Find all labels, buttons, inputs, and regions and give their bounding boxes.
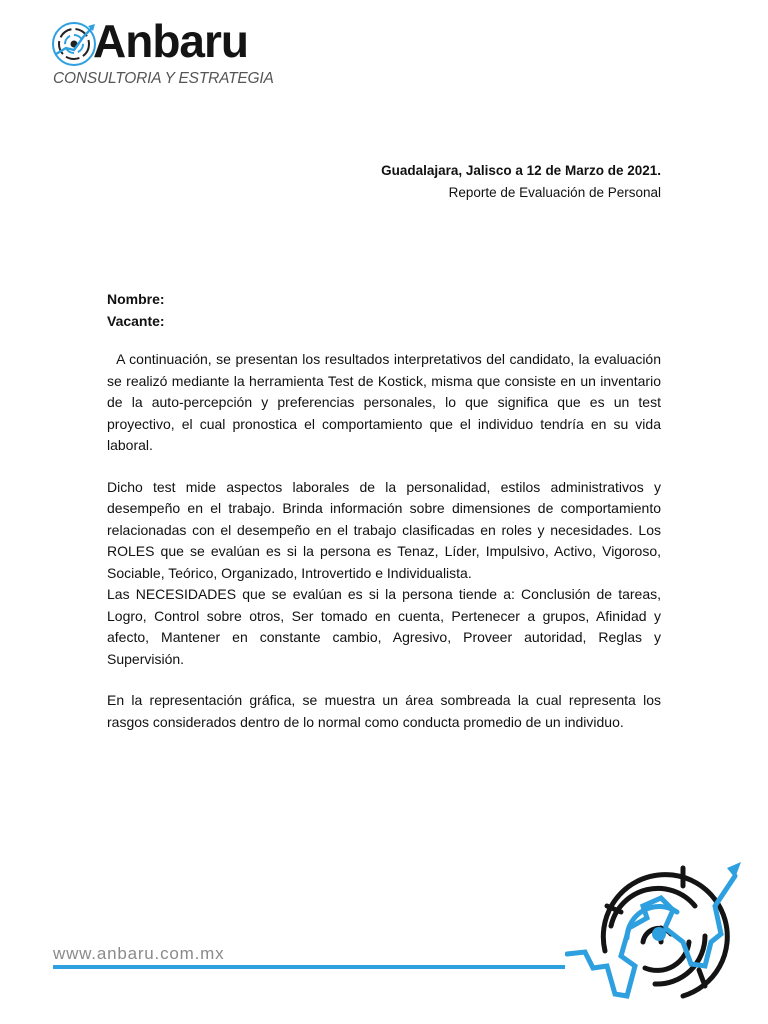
footer-url: www.anbaru.com.mx bbox=[53, 944, 225, 963]
brand-name: Anbaru bbox=[93, 15, 248, 67]
date-line: Guadalajara, Jalisco a 12 de Marzo de 2021. bbox=[381, 163, 661, 178]
company-logo bbox=[50, 15, 274, 93]
maze-watermark-icon bbox=[565, 846, 745, 1016]
intro-paragraph bbox=[107, 349, 661, 457]
roles-paragraph: Dicho test mide aspectos laborales de la personalidad, estilos administrativos y desempeño en el trabajo. Brinda información sobre dimensiones de comportamiento relacionadas con el desempeño en el trabajo clasificadas en roles y necesidades. Los ROLES que se evalúan es si la persona es Tenaz, Líder, Impulsivo, Activo, Vigoroso, Sociable, Teórico, Organizado, Introvertido e Individualista. bbox=[107, 478, 661, 581]
candidate-fields bbox=[107, 288, 165, 332]
vacancy-label: Vacante: bbox=[107, 313, 165, 329]
graph-paragraph: En la representación gráfica, se muestra un área sombreada la cual representa los rasgos considerados dentro de lo normal como conducta promedio de un individuo. bbox=[107, 692, 661, 730]
needs-paragraph: Las NECESIDADES que se evalúan es si la persona tiende a: Conclusión de tareas, Logro, Control sobre otros, Ser tomado en cuenta, Pertenecer a grupos, Afinidad y afecto, Mantener en constante cambio, Agresivo, Proveer autoridad, Reglas y Supervisión. bbox=[107, 586, 661, 667]
document-header bbox=[381, 160, 661, 204]
report-title: Reporte de Evaluación de Personal bbox=[448, 185, 661, 200]
footer-divider bbox=[53, 965, 565, 969]
intro-paragraph-text: A continuación, se presentan los resultados interpretativos del candidato, la evaluación se realizó mediante la herramienta Test de Kostick, misma que consiste en un inventario de la auto-percepción y preferencias personales, lo que significa que es un test proyectivo, el cual pronostica el comportamiento que el individuo tendría en su vida laboral. bbox=[107, 351, 662, 453]
name-label: Nombre: bbox=[107, 291, 165, 307]
report-body bbox=[107, 349, 661, 753]
brand-tagline: CONSULTORIA Y ESTRATEGIA bbox=[53, 70, 274, 87]
maze-logo-icon bbox=[50, 20, 98, 68]
